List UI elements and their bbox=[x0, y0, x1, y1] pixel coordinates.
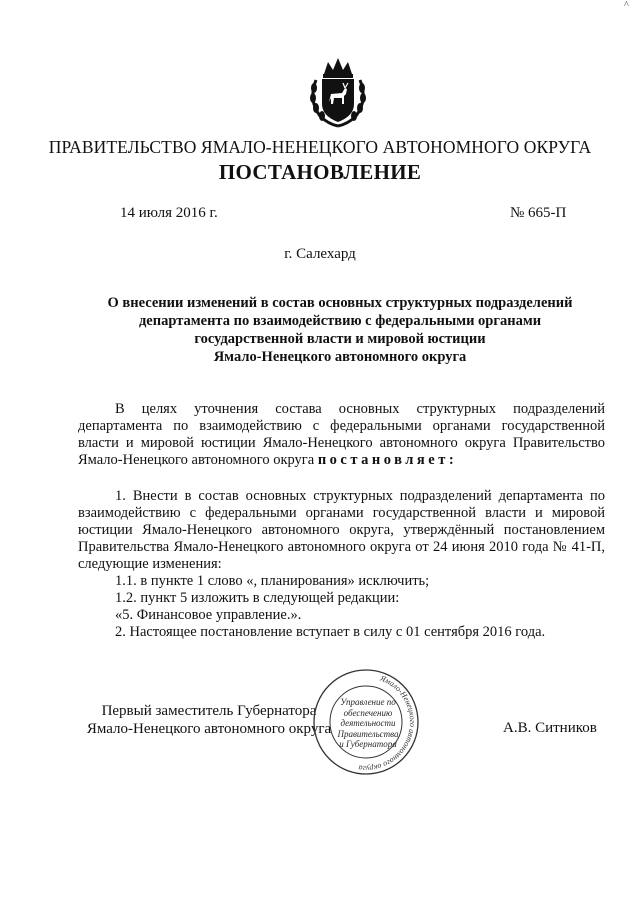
signatory-name: А.В. Ситников bbox=[503, 720, 597, 736]
document-city: г. Салехард bbox=[284, 246, 356, 262]
stamp-ring-text: Ямало-Ненецкого автономного округа bbox=[357, 673, 418, 774]
government-name: ПРАВИТЕЛЬСТВО ЯМАЛО-НЕНЕЦКОГО АВТОНОМНОГО ОКРУГА bbox=[48, 137, 592, 157]
document-title bbox=[80, 294, 600, 366]
preamble-paragraph bbox=[78, 401, 605, 469]
decree-word: постановляет: bbox=[317, 452, 458, 468]
document-type: ПОСТАНОВЛЕНИЕ bbox=[218, 160, 422, 184]
item-1-2: 1.2. пункт 5 изложить в следующей редакции: bbox=[115, 590, 400, 606]
title-line: департамента по взаимодействию с федеральными органами bbox=[138, 313, 542, 329]
preamble-text: В целях уточнения состава основных структурных подразделений департамента по взаимодействию с федеральными органами государственной власти и мировой юстиции Ямало-Ненецкого автономного округа Правительство Ямало-Ненецкого автономного округа bbox=[78, 401, 605, 468]
document-number: № 665-П bbox=[510, 205, 567, 221]
item-1: 1. Внести в состав основных структурных подразделений департамента по взаимодействию с федеральными органами государственной власти и мировой юстиции Ямало-Ненецкого автономного округа, утверждённый постановлением Правительства Ямало-Ненецкого автономного округа от 24 июня 2010 года № 41-П, следующие изменения: bbox=[78, 488, 605, 572]
stamp-inner-text bbox=[337, 697, 399, 750]
stamp-line: Управление по bbox=[340, 697, 396, 707]
stamp-line: Правительства bbox=[337, 728, 399, 739]
decree-items bbox=[78, 488, 605, 641]
item-1-1: 1.1. в пункте 1 слово «, планирования» исключить; bbox=[115, 573, 430, 589]
document-date: 14 июля 2016 г. bbox=[120, 205, 218, 221]
item-1-2-quote: «5. Финансовое управление.». bbox=[115, 607, 302, 623]
title-line: государственной власти и мировой юстиции bbox=[194, 331, 486, 347]
position-line: Первый заместитель Губернатора bbox=[101, 703, 317, 719]
item-2: 2. Настоящее постановление вступает в силу с 01 сентября 2016 года. bbox=[115, 624, 546, 640]
scan-corner-mark: ^ bbox=[624, 0, 629, 11]
signatory-position bbox=[78, 702, 340, 738]
title-line: О внесении изменений в состав основных структурных подразделений bbox=[107, 295, 573, 311]
title-line: Ямало-Ненецкого автономного округа bbox=[213, 349, 467, 365]
position-line: Ямало-Ненецкого автономного округа bbox=[86, 721, 332, 737]
stamp-line: обеспечению bbox=[343, 707, 393, 718]
stamp-line: деятельности bbox=[340, 718, 396, 728]
stamp-line: и Губернатора bbox=[339, 739, 397, 749]
regional-coat-of-arms-icon bbox=[298, 52, 378, 132]
